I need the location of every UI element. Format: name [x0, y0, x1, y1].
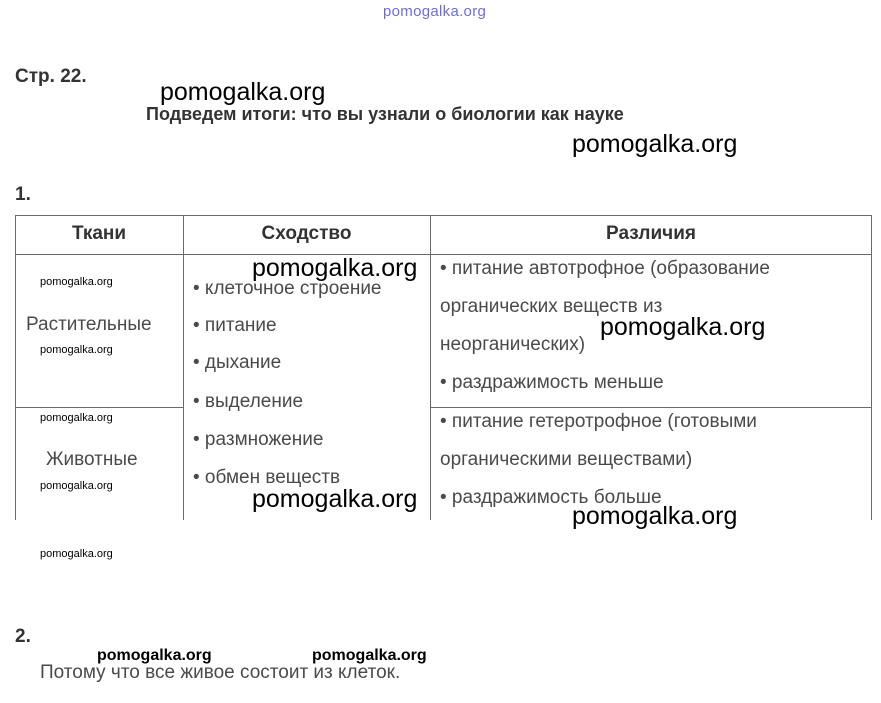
- watermark-small: pomogalka.org: [40, 480, 113, 492]
- section-heading: Подведем итоги: что вы узнали о биологии как науке: [146, 104, 624, 124]
- watermark: pomogalka.org: [97, 647, 212, 664]
- watermark: pomogalka.org: [600, 313, 766, 341]
- header-similarity: Сходство: [261, 223, 352, 244]
- tissue-animal: Животные: [46, 449, 138, 470]
- watermark: pomogalka.org: [572, 502, 738, 530]
- animal-difference-line: органическими веществами): [440, 449, 693, 470]
- tissue-plant: Растительные: [26, 314, 152, 335]
- similarity-item: • выделение: [193, 391, 304, 412]
- page-reference: Стр. 22.: [15, 66, 87, 87]
- similarity-item: • питание: [193, 315, 277, 336]
- comparison-table: [15, 215, 872, 520]
- similarity-item: • клеточное строение: [193, 278, 382, 299]
- watermark-small: pomogalka.org: [40, 344, 113, 356]
- watermark-small: pomogalka.org: [40, 276, 113, 288]
- animal-difference-line: • питание гетеротрофное (готовыми: [440, 411, 757, 432]
- question-2-answer: Потому что все живое состоит из клеток.: [40, 662, 401, 683]
- watermark-small: pomogalka.org: [40, 412, 113, 424]
- plant-difference-line: • питание автотрофное (образование: [440, 258, 770, 279]
- watermark: pomogalka.org: [252, 254, 418, 282]
- watermark: pomogalka.org: [312, 647, 427, 664]
- plant-difference-line: • раздражимость меньше: [440, 372, 664, 393]
- top-watermark: pomogalka.org: [383, 3, 487, 20]
- question-1-number: 1.: [15, 184, 31, 205]
- plant-difference-line: органических веществ из: [440, 296, 663, 317]
- animal-difference-line: • раздражимость больше: [440, 487, 662, 508]
- watermark-small: pomogalka.org: [40, 548, 113, 560]
- watermark: pomogalka.org: [572, 130, 738, 158]
- similarity-item: • дыхание: [193, 352, 282, 373]
- similarity-item: • размножение: [193, 429, 324, 450]
- watermark: pomogalka.org: [252, 485, 418, 513]
- similarity-item: • обмен веществ: [193, 467, 341, 488]
- header-tissues: Ткани: [71, 223, 127, 244]
- plant-difference-line: неорганических): [440, 334, 586, 355]
- question-2-number: 2.: [15, 626, 31, 647]
- watermark: pomogalka.org: [160, 78, 326, 106]
- header-differences: Различия: [606, 223, 696, 244]
